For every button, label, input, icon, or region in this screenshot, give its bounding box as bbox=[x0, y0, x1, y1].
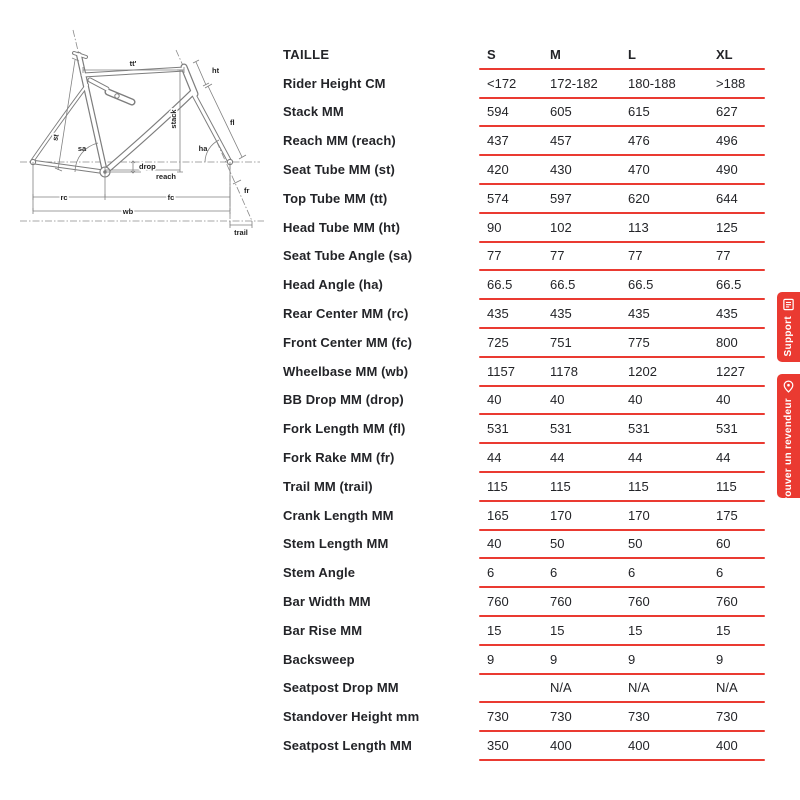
table-row bbox=[283, 530, 773, 559]
value-cell-m: 102 bbox=[550, 219, 572, 235]
label-st: st bbox=[50, 133, 61, 142]
table-row bbox=[283, 98, 773, 127]
value-cell-xl: 1227 bbox=[716, 363, 745, 379]
value-cell-l: 615 bbox=[628, 104, 650, 120]
form-list-icon bbox=[782, 298, 795, 311]
label-ht: ht bbox=[212, 66, 220, 75]
row-label: Head Angle (ha) bbox=[283, 277, 383, 293]
column-header-xl: XL bbox=[716, 46, 733, 62]
table-row bbox=[283, 414, 773, 443]
value-cell-s: 574 bbox=[487, 190, 509, 206]
frame-tubes bbox=[30, 53, 232, 177]
table-row bbox=[283, 386, 773, 415]
value-cell-l: 1202 bbox=[628, 363, 657, 379]
value-cell-s: <172 bbox=[487, 75, 517, 91]
value-cell-m: 531 bbox=[550, 421, 572, 437]
table-row bbox=[283, 328, 773, 357]
row-label: Rider Height CM bbox=[283, 75, 386, 91]
value-cell-xl: 760 bbox=[716, 594, 738, 610]
value-cell-l: 77 bbox=[628, 248, 643, 264]
table-row bbox=[283, 213, 773, 242]
value-cell-m: 66.5 bbox=[550, 277, 576, 293]
value-cell-xl: 9 bbox=[716, 651, 724, 667]
value-cell-s: 435 bbox=[487, 306, 509, 322]
support-tab[interactable] bbox=[777, 292, 800, 362]
label-fr: fr bbox=[244, 186, 250, 195]
label-stack: stack bbox=[169, 109, 178, 129]
value-cell-m: 435 bbox=[550, 306, 572, 322]
value-cell-xl: 60 bbox=[716, 536, 731, 552]
row-label: Seat Tube MM (st) bbox=[283, 162, 395, 178]
table-row bbox=[283, 645, 773, 674]
table-header-row bbox=[283, 40, 773, 69]
label-rc: rc bbox=[60, 193, 68, 202]
row-label: Bar Width MM bbox=[283, 594, 371, 610]
value-cell-xl: N/A bbox=[716, 680, 738, 696]
value-cell-l: 40 bbox=[628, 392, 643, 408]
column-header-l: L bbox=[628, 46, 636, 62]
value-cell-m: 457 bbox=[550, 133, 572, 149]
value-cell-l: 760 bbox=[628, 594, 650, 610]
value-cell-xl: 400 bbox=[716, 738, 738, 754]
table-row bbox=[283, 731, 773, 760]
value-cell-m: 597 bbox=[550, 190, 572, 206]
table-row bbox=[283, 472, 773, 501]
row-label: Standover Height mm bbox=[283, 709, 420, 725]
value-cell-l: 400 bbox=[628, 738, 650, 754]
value-cell-m: 1178 bbox=[550, 363, 578, 379]
value-cell-m: 40 bbox=[550, 392, 565, 408]
value-cell-l: 730 bbox=[628, 709, 650, 725]
value-cell-l: 115 bbox=[628, 478, 649, 494]
row-label: Top Tube MM (tt) bbox=[283, 190, 388, 206]
value-cell-m: 751 bbox=[550, 334, 572, 350]
label-fc: fc bbox=[167, 193, 175, 202]
value-cell-m: 605 bbox=[550, 104, 572, 120]
row-label: Trail MM (trail) bbox=[283, 478, 373, 494]
value-cell-l: 15 bbox=[628, 622, 643, 638]
row-label: Front Center MM (fc) bbox=[283, 334, 413, 350]
table-row bbox=[283, 616, 773, 645]
table-row bbox=[283, 443, 773, 472]
value-cell-xl: 44 bbox=[716, 450, 731, 466]
value-cell-xl: 435 bbox=[716, 306, 738, 322]
row-label: Fork Rake MM (fr) bbox=[283, 450, 395, 466]
value-cell-l: 180-188 bbox=[628, 75, 676, 91]
value-cell-s: 6 bbox=[487, 565, 495, 581]
bike-frame-drawing bbox=[8, 22, 270, 248]
value-cell-l: 44 bbox=[628, 450, 643, 466]
table-row bbox=[283, 270, 773, 299]
find-dealer-tab-label: Trouver un revendeur bbox=[783, 398, 794, 507]
find-dealer-tab[interactable] bbox=[777, 374, 800, 507]
value-cell-l: 9 bbox=[628, 651, 636, 667]
value-cell-l: 531 bbox=[628, 421, 650, 437]
value-cell-s: 90 bbox=[487, 219, 502, 235]
value-cell-l: 435 bbox=[628, 306, 650, 322]
value-cell-m: 77 bbox=[550, 248, 565, 264]
value-cell-s: 77 bbox=[487, 248, 502, 264]
row-label: Seatpost Length MM bbox=[283, 738, 412, 754]
row-label: Crank Length MM bbox=[283, 507, 394, 523]
value-cell-xl: 730 bbox=[716, 709, 738, 725]
column-header-s: S bbox=[487, 46, 496, 62]
value-cell-xl: 6 bbox=[716, 565, 724, 581]
value-cell-xl: 66.5 bbox=[716, 277, 742, 293]
value-cell-m: 15 bbox=[550, 622, 565, 638]
row-label: Seat Tube Angle (sa) bbox=[283, 248, 413, 264]
row-label: Stem Angle bbox=[283, 565, 356, 581]
value-cell-m: 170 bbox=[550, 507, 572, 523]
value-cell-xl: 15 bbox=[716, 622, 731, 638]
value-cell-m: 172-182 bbox=[550, 75, 598, 91]
value-cell-m: 6 bbox=[550, 565, 558, 581]
value-cell-l: 113 bbox=[628, 219, 649, 235]
label-trail: trail bbox=[234, 228, 248, 237]
value-cell-m: 115 bbox=[550, 478, 571, 494]
table-row bbox=[283, 299, 773, 328]
value-cell-l: 66.5 bbox=[628, 277, 654, 293]
value-cell-xl: 800 bbox=[716, 334, 738, 350]
value-cell-s: 115 bbox=[487, 478, 508, 494]
value-cell-s: 44 bbox=[487, 450, 502, 466]
row-label: Head Tube MM (ht) bbox=[283, 219, 400, 235]
row-label: BB Drop MM (drop) bbox=[283, 392, 404, 408]
table-row bbox=[283, 558, 773, 587]
table-row bbox=[283, 126, 773, 155]
value-cell-l: 470 bbox=[628, 162, 650, 178]
value-cell-m: 44 bbox=[550, 450, 565, 466]
value-cell-s: 725 bbox=[487, 334, 509, 350]
value-cell-l: 775 bbox=[628, 334, 650, 350]
table-row bbox=[283, 587, 773, 616]
value-cell-xl: 531 bbox=[716, 421, 738, 437]
value-cell-xl: 627 bbox=[716, 104, 738, 120]
value-cell-s: 760 bbox=[487, 594, 509, 610]
label-wb: wb bbox=[122, 207, 134, 216]
value-cell-xl: 644 bbox=[716, 190, 738, 206]
value-cell-s: 40 bbox=[487, 536, 502, 552]
value-cell-xl: 175 bbox=[716, 507, 738, 523]
row-label: Seatpost Drop MM bbox=[283, 680, 399, 696]
value-cell-l: 6 bbox=[628, 565, 636, 581]
value-cell-s: 594 bbox=[487, 104, 509, 120]
table-row bbox=[283, 702, 773, 731]
value-cell-m: 760 bbox=[550, 594, 572, 610]
value-cell-m: 50 bbox=[550, 536, 565, 552]
row-divider bbox=[479, 759, 765, 761]
value-cell-l: 476 bbox=[628, 133, 650, 149]
size-column-title: TAILLE bbox=[283, 46, 330, 62]
value-cell-xl: 77 bbox=[716, 248, 731, 264]
table-row bbox=[283, 242, 773, 271]
location-pin-icon bbox=[782, 380, 795, 393]
row-label: Backsweep bbox=[283, 651, 355, 667]
label-ha: ha bbox=[198, 144, 208, 153]
row-label: Reach MM (reach) bbox=[283, 133, 396, 149]
value-cell-m: 430 bbox=[550, 162, 572, 178]
value-cell-s: 40 bbox=[487, 392, 502, 408]
label-reach: reach bbox=[155, 172, 177, 181]
row-label: Bar Rise MM bbox=[283, 622, 363, 638]
value-cell-s: 437 bbox=[487, 133, 509, 149]
dimension-labels bbox=[50, 59, 249, 237]
table-row bbox=[283, 501, 773, 530]
value-cell-s: 420 bbox=[487, 162, 509, 178]
row-label: Rear Center MM (rc) bbox=[283, 306, 409, 322]
value-cell-s: 66.5 bbox=[487, 277, 513, 293]
geometry-table bbox=[283, 40, 773, 760]
value-cell-xl: 496 bbox=[716, 133, 738, 149]
value-cell-l: N/A bbox=[628, 680, 650, 696]
row-label: Stack MM bbox=[283, 104, 344, 120]
value-cell-m: N/A bbox=[550, 680, 572, 696]
row-label: Stem Length MM bbox=[283, 536, 389, 552]
row-label: Wheelbase MM (wb) bbox=[283, 363, 409, 379]
value-cell-xl: 490 bbox=[716, 162, 738, 178]
value-cell-s: 15 bbox=[487, 622, 502, 638]
value-cell-m: 730 bbox=[550, 709, 572, 725]
frame-geometry-diagram bbox=[8, 22, 270, 248]
value-cell-m: 9 bbox=[550, 651, 558, 667]
table-row bbox=[283, 357, 773, 386]
value-cell-s: 1157 bbox=[487, 363, 515, 379]
label-sa: sa bbox=[77, 144, 87, 153]
value-cell-s: 9 bbox=[487, 651, 495, 667]
value-cell-xl: 125 bbox=[716, 219, 738, 235]
column-header-m: M bbox=[550, 46, 561, 62]
table-row bbox=[283, 674, 773, 703]
label-tt: tt' bbox=[129, 59, 137, 68]
value-cell-s: 165 bbox=[487, 507, 509, 523]
value-cell-s: 531 bbox=[487, 421, 509, 437]
value-cell-m: 400 bbox=[550, 738, 572, 754]
value-cell-xl: >188 bbox=[716, 75, 746, 91]
label-fl: fl bbox=[230, 118, 235, 127]
row-label: Fork Length MM (fl) bbox=[283, 421, 406, 437]
value-cell-xl: 115 bbox=[716, 478, 737, 494]
table-row bbox=[283, 155, 773, 184]
label-drop: drop bbox=[139, 162, 156, 171]
value-cell-l: 50 bbox=[628, 536, 643, 552]
value-cell-xl: 40 bbox=[716, 392, 731, 408]
value-cell-l: 170 bbox=[628, 507, 650, 523]
table-row bbox=[283, 69, 773, 98]
value-cell-s: 350 bbox=[487, 738, 509, 754]
table-row bbox=[283, 184, 773, 213]
value-cell-s: 730 bbox=[487, 709, 509, 725]
value-cell-l: 620 bbox=[628, 190, 650, 206]
support-tab-label: Support bbox=[783, 316, 794, 357]
